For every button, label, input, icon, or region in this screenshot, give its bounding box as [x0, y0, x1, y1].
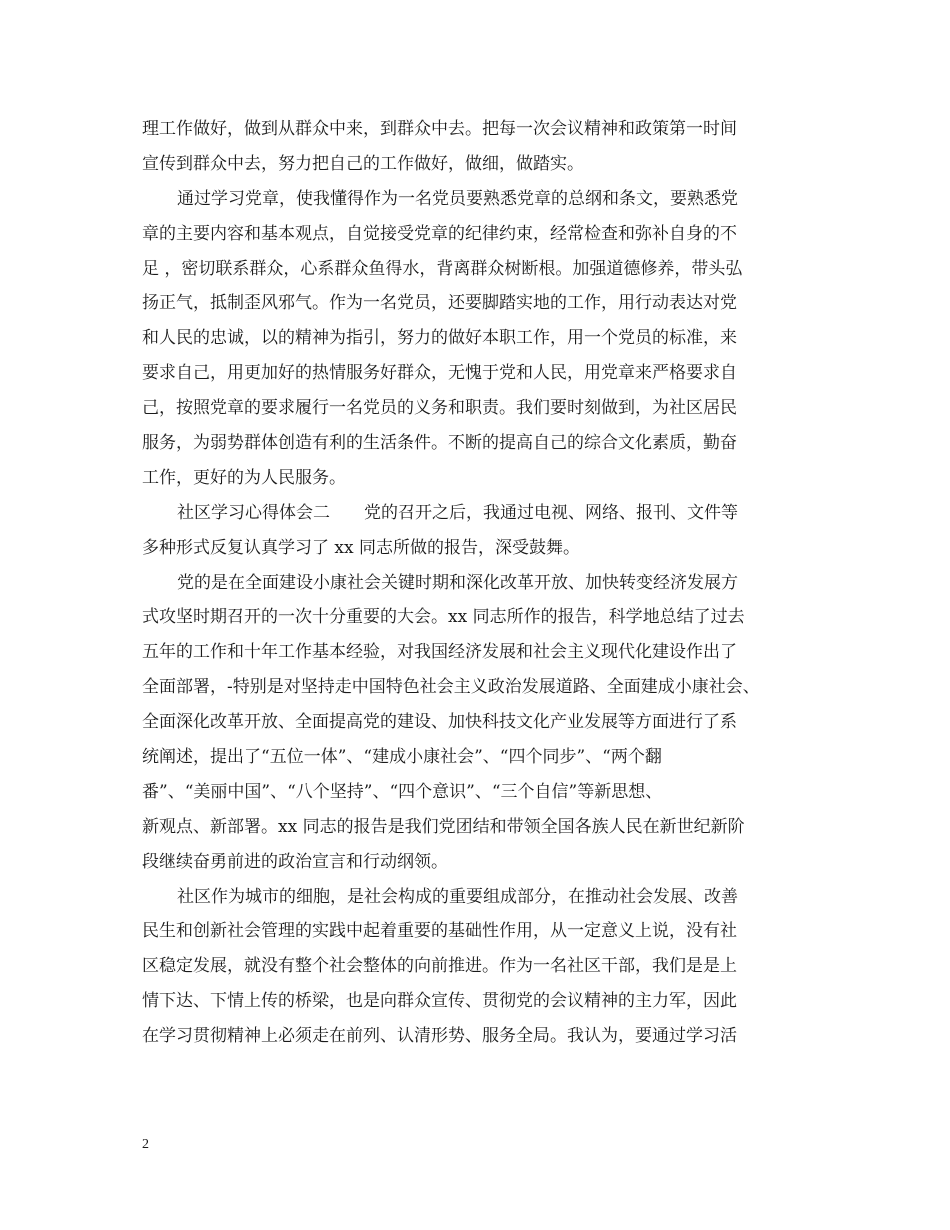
text-line: 多种形式反复认真学习了 xx 同志所做的报告，深受鼓舞。 [142, 537, 580, 558]
text-line: 新观点、新部署。xx 同志的报告是我们党团结和带领全国各族人民在新世纪新阶 [142, 816, 745, 837]
text-line: 工作，更好的为人民服务。 [142, 467, 346, 488]
text-line: 民生和创新社会管理的实践中起着重要的基础性作用，从一定意义上说，没有社 [142, 921, 737, 942]
text-line: 式攻坚时期召开的一次十分重要的大会。xx 同志所作的报告，科学地总结了过去 [142, 607, 745, 628]
text-line: 己，按照党章的要求履行一名党员的义务和职责。我们要时刻做到，为社区居民 [142, 398, 737, 419]
text-line: 章的主要内容和基本观点，自觉接受党章的纪律约束，经常检查和弥补自身的不 [142, 223, 737, 244]
paragraph-start-line: 通过学习党章，使我懂得作为一名党员要熟悉党章的总纲和条文，要熟悉党 [177, 188, 738, 209]
text-line: 要求自己，用更加好的热情服务好群众，无愧于党和人民，用党章来严格要求自 [142, 363, 737, 384]
paragraph-start-line: 社区作为城市的细胞，是社会构成的重要组成部分，在推动社会发展、改善 [177, 886, 738, 907]
page-number: 2 [142, 1137, 149, 1152]
text-line: 宣传到群众中去，努力把自己的工作做好，做细，做踏实。 [142, 153, 584, 174]
text-line: 服务，为弱势群体创造有利的生活条件。不断的提高自己的综合文化素质，勤奋 [142, 433, 737, 454]
paragraph-start-line: 社区学习心得体会二 党的召开之后，我通过电视、网络、报刊、文件等 [177, 502, 738, 523]
text-line: 情下达、下情上传的桥梁，也是向群众宣传、贯彻党的会议精神的主力军，因此 [142, 991, 737, 1012]
paragraph-start-line: 党的是在全面建设小康社会关键时期和深化改革开放、加快转变经济发展方 [177, 572, 738, 593]
text-line: 段继续奋勇前进的政治宣言和行动纲领。 [142, 851, 448, 872]
text-line: 足 ，密切联系群众，心系群众鱼得水，背离群众树断根。加强道德修养，带头弘 [142, 258, 743, 279]
text-line: 和人民的忠诚，以的精神为指引，努力的做好本职工作，用一个党员的标准，来 [142, 328, 737, 349]
text-line: 五年的工作和十年工作基本经验，对我国经济发展和社会主义现代化建设作出了 [142, 642, 737, 663]
text-line: 理工作做好，做到从群众中来，到群众中去。把每一次会议精神和政策第一时间 [142, 119, 737, 139]
text-line: 区稳定发展，就没有整个社会整体的向前推进。作为一名社区干部，我们是是上 [142, 956, 737, 977]
text-line: 统阐述，提出了“五位一体”、“建成小康社会”、“四个同步”、“两个翻 [142, 747, 662, 768]
text-line: 番”、“美丽中国”、“八个坚持”、“四个意识”、“三个自信”等新思想、 [142, 781, 663, 802]
text-line: 扬正气，抵制歪风邪气。作为一名党员，还要脚踏实地的工作，用行动表达对党 [142, 293, 737, 314]
body-text [142, 112, 822, 1054]
text-line: 全面部署，-特别是对坚持走中国特色社会主义政治发展道路、全面建成小康社会、 [142, 677, 760, 698]
text-line: 在学习贯彻精神上必须走在前列、认清形势、服务全局。我认为，要通过学习活 [142, 1026, 737, 1047]
text-line: 全面深化改革开放、全面提高党的建设、加快科技文化产业发展等方面进行了系 [142, 712, 737, 733]
